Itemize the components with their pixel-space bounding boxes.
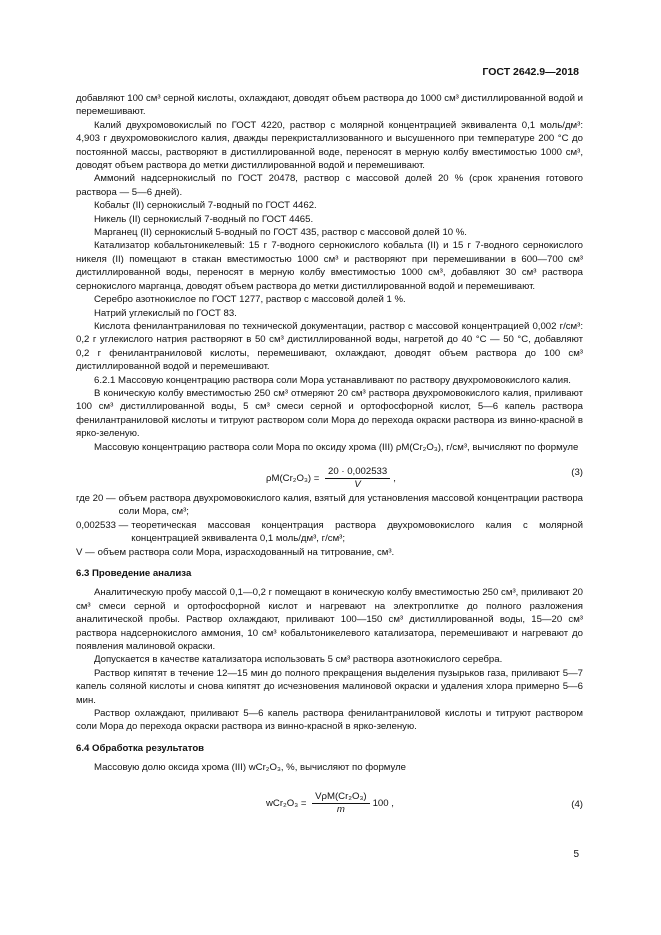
paragraph: Массовую концентрацию раствора соли Мора по оксиду хрома (III) ρM(Cr₂O₃), г/см³, вычисляют по формуле <box>94 441 579 453</box>
paragraph: Массовую долю оксида хрома (III) wCr₂O₃, %, вычисляют по формуле <box>94 762 407 774</box>
formula-4-numerator: VρM(Cr₂O₃) <box>312 791 369 804</box>
standard-number: ГОСТ 2642.9—2018 <box>482 66 579 78</box>
formula-3-numerator: 20 · 0,002533 <box>325 466 390 479</box>
where-text: объем раствора двухромовокислого калия, взятый для установления массовой концентрации раствора соли Мора, см³; <box>118 492 583 518</box>
paragraph: Калий двухромовокислый по ГОСТ 4220, раствор с молярной концентрацией эквивалента 0,1 моль/дм³: 4,903 г двухромовокислого калия, дважды перекристаллизованного и высушенного при температуре 200 °С до постоянной массы, растворяют в дистиллированной воде, переносят в мерную колбу вместимостью 1000 см³, доводят объем раствора до метки дистиллированной водой и перемешивают. <box>76 119 583 172</box>
formula-3-number: (3) <box>571 466 583 478</box>
where-list <box>76 492 583 559</box>
paragraph: Катализатор кобальтоникелевый: 15 г 7-водного сернокислого кобальта (II) и 15 г 7-водного сернокислого никеля (II) помещают в стакан вместимостью 1000 см³ и растворяют при перемешивании в 600—700 см³ дистиллированной воды, переносят в мерную колбу вместимостью 1000 см³, добавляют 30 см³ раствора сернокислого марганца, доводят объем раствора до метки дистиллированной водой и перемешивают. <box>76 240 583 292</box>
formula-4-number: (4) <box>571 798 583 810</box>
paragraph: 6.2.1 Массовую концентрацию раствора соли Мора устанавливают по раствору двухромовокислого калия. <box>94 374 571 386</box>
where-item <box>76 546 583 559</box>
section-6-3-title: 6.3 Проведение анализа <box>76 568 192 579</box>
where-label: 0,002533 — <box>76 519 129 531</box>
document-body <box>76 92 583 827</box>
formula-4-denominator: m <box>336 803 345 815</box>
section-6-4-title: 6.4 Обработка результатов <box>76 742 205 754</box>
where-text: теоретическая массовая концентрация раствора двухромовокислого калия с молярной концентрацией эквивалента 0,1 моль/дм³, г/см³; <box>131 519 583 545</box>
paragraph: Кобальт (II) сернокислый 7-водный по ГОСТ 4462. <box>94 200 317 212</box>
where-text: объем раствора соли Мора, израсходованный на титрование, см³. <box>97 546 395 558</box>
paragraph: Кислота фенилантраниловая по технической документации, раствор с массовой концентрацией 0,002 г/см³: 0,2 г углекислого натрия растворяют в 50 см³ дистиллированной воды, нагретой до 40 °С — 50 °С, добавляют 0,2 г фенилантраниловой кислоты, перемешивают, охлаждают, доводят объем раствора до 100 см³ дистиллированной водой и перемешивают. <box>76 320 583 373</box>
paragraph: добавляют 100 см³ серной кислоты, охлаждают, доводят объем раствора до 1000 см³ дистиллированной водой и перемешивают. <box>76 93 583 118</box>
paragraph: Марганец (II) сернокислый 5-водный по ГОСТ 435, раствор с массовой долей 10 %. <box>94 227 467 239</box>
paragraph: Допускается в качестве катализатора использовать 5 см³ раствора азотнокислого серебра. <box>94 654 503 666</box>
formula-4-lhs: wCr₂O₃ <box>266 797 299 809</box>
paragraph: В коническую колбу вместимостью 250 см³ отмеряют 20 см³ раствора двухромовокислого калия, приливают 100 см³ дистиллированной воды, 5 см³ смеси серной и ортофосфорной кислот, 5—6 капель раствора фенилантраниловой кислоты и титруют раствором соли Мора до перехода окраски раствора из винно-красной в ярко-зеленую. <box>76 387 583 440</box>
paragraph: Раствор охлаждают, приливают 5—6 капель раствора фенилантраниловой кислоты и титруют раствором соли Мора до перехода окраски раствора из винно-красной в ярко-зеленую. <box>76 708 583 733</box>
paragraph: Серебро азотнокислое по ГОСТ 1277, раствор с массовой долей 1 %. <box>94 294 406 306</box>
page-number: 5 <box>573 849 579 860</box>
paragraph: Аналитическую пробу массой 0,1—0,2 г помещают в коническую колбу вместимостью 250 см³, приливают 20 см³ смеси серной и ортофосфорной кислот и нагревают на электроплитке до полного разложения аналитической пробы. Раствор охлаждают, приливают 100—150 см³ дистиллированной воды, 15—20 см³ раствора надсернокислого аммония, 10 см³ кобальтоникелевого катализатора, перемешивают и нагревают до появления малиновой окраски. <box>76 587 583 653</box>
where-label: V — <box>76 546 95 558</box>
paragraph: Аммоний надсернокислый по ГОСТ 20478, раствор с массовой долей 20 % (срок хранения готового раствора — 5—6 дней). <box>76 173 583 198</box>
where-item <box>76 519 583 546</box>
formula-3-lhs: ρM(Cr₂O₃) <box>266 473 312 484</box>
where-label: где 20 — <box>76 492 116 504</box>
formula-4-multiplier: 100 , <box>372 797 394 809</box>
formula-4: wCr₂O₃ = $\frac{\text{VρM(Cr₂O₃)}}{m}$ 100 , (4) <box>266 790 583 815</box>
formula-3: ρM(Cr₂O₃) = $\frac{20 \cdot 0,002533}{V}$ , (3) <box>266 465 583 490</box>
paragraph: Раствор кипятят в течение 12—15 мин до полного прекращения выделения пузырьков газа, приливают 5—7 капель соляной кислоты и снова кипятят до исчезновения малиновой окраски и удаления хлора примерно 5—6 мин. <box>76 667 583 706</box>
paragraph: Никель (II) сернокислый 7-водный по ГОСТ 4465. <box>94 213 314 225</box>
where-item <box>76 492 583 519</box>
formula-3-denominator: V <box>354 478 361 490</box>
paragraph: Натрий углекислый по ГОСТ 83. <box>94 307 237 319</box>
